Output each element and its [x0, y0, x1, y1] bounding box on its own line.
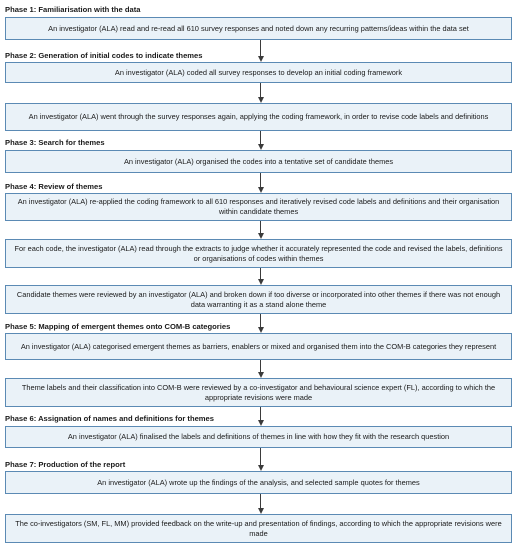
phase-7-heading: Phase 7: Production of the report [5, 460, 126, 469]
step-box-8: An investigator (ALA) categorised emergent themes as barriers, enablers or mixed and organised them into the COM-B categories they represent [5, 333, 512, 360]
arrow-10-to-11 [258, 448, 264, 471]
arrow-1-to-2 [258, 40, 264, 62]
step-box-2: An investigator (ALA) coded all survey responses to develop an initial coding framework [5, 62, 512, 83]
step-box-6: For each code, the investigator (ALA) read through the extracts to judge whether it accurately represented the code and revised the labels, definitions or organisations of codes within themes [5, 239, 512, 268]
arrow-6-to-7 [258, 268, 264, 285]
phase-4-heading: Phase 4: Review of themes [5, 182, 103, 191]
phase-3-heading: Phase 3: Search for themes [5, 138, 105, 147]
phase-5-heading: Phase 5: Mapping of emergent themes onto COM-B categories [5, 322, 231, 331]
arrow-11-to-12 [258, 494, 264, 514]
step-box-9: Theme labels and their classification into COM-B were reviewed by a co-investigator and behavioural science expert (FL), according to which the appropriate revisions were made [5, 378, 512, 407]
phase-2-heading: Phase 2: Generation of initial codes to indicate themes [5, 51, 203, 60]
phase-6-heading: Phase 6: Assignation of names and definitions for themes [5, 414, 215, 423]
step-box-7: Candidate themes were reviewed by an investigator (ALA) and broken down if too diverse or incorporated into other themes if there was not enough data warranting it as a stand alone theme [5, 285, 512, 314]
step-box-11: An investigator (ALA) wrote up the findings of the analysis, and selected sample quotes for themes [5, 471, 512, 494]
step-box-4: An investigator (ALA) organised the codes into a tentative set of candidate themes [5, 150, 512, 173]
arrow-7-to-8 [258, 314, 264, 333]
arrow-5-to-6 [258, 221, 264, 239]
arrow-9-to-10 [258, 407, 264, 426]
phase-1-heading: Phase 1: Familiarisation with the data [5, 5, 141, 14]
arrow-2-to-3 [258, 83, 264, 103]
arrow-8-to-9 [258, 360, 264, 378]
step-box-10: An investigator (ALA) finalised the labels and definitions of themes in line with how they fit with the research question [5, 426, 512, 448]
step-box-3: An investigator (ALA) went through the survey responses again, applying the coding framework, in order to revise code labels and definitions [5, 103, 512, 131]
step-box-12: The co-investigators (SM, FL, MM) provided feedback on the write-up and presentation of findings, according to which the appropriate revisions were made [5, 514, 512, 543]
arrow-4-to-5 [258, 173, 264, 193]
step-box-5: An investigator (ALA) re-applied the coding framework to all 610 responses and iteratively revised code labels and definitions and their organisation within candidate themes [5, 193, 512, 221]
step-box-1: An investigator (ALA) read and re-read all 610 survey responses and noted down any recurring patterns/ideas within the data set [5, 17, 512, 40]
arrow-3-to-4 [258, 131, 264, 150]
